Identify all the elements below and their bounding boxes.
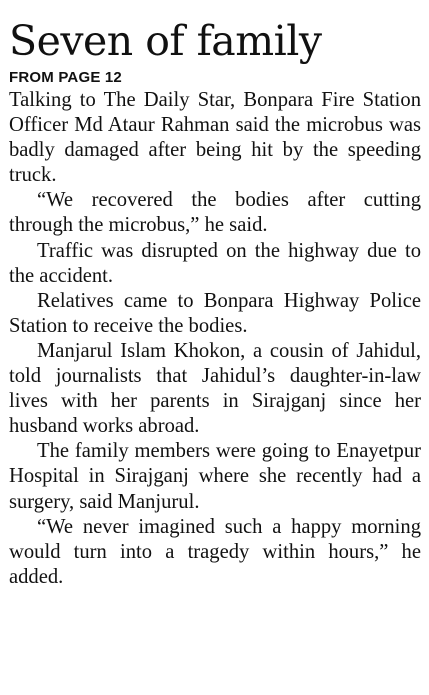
article-paragraph: Talking to The Daily Star, Bonpara Fire Station Officer Md Ataur Rahman said the microbus was badly damaged after being hit by the speeding truck.	[9, 89, 421, 187]
article-paragraph: Manjarul Islam Khokon, a cousin of Jahidul, told journalists that Jahidul’s daughter-in-law lives with her parents in Sirajganj since her husband works abroad.	[9, 339, 421, 438]
article-paragraph: Traffic was disrupted on the highway due to the accident.	[9, 239, 421, 287]
news-article	[9, 18, 421, 590]
article-paragraph: Relatives came to Bonpara Highway Police Station to receive the bodies.	[9, 289, 421, 337]
article-headline: Seven of family	[9, 17, 322, 65]
article-paragraph: “We never imagined such a happy morning would turn into a tragedy within hours,” he added.	[9, 515, 421, 588]
article-paragraph: The family members were going to Enayetpur Hospital in Sirajganj where she recently had a surgery, said Manjurul.	[9, 440, 421, 513]
article-body	[9, 88, 421, 590]
article-paragraph: “We recovered the bodies after cutting through the microbus,” he said.	[9, 189, 421, 237]
continued-from-label: FROM PAGE 12	[9, 69, 122, 86]
